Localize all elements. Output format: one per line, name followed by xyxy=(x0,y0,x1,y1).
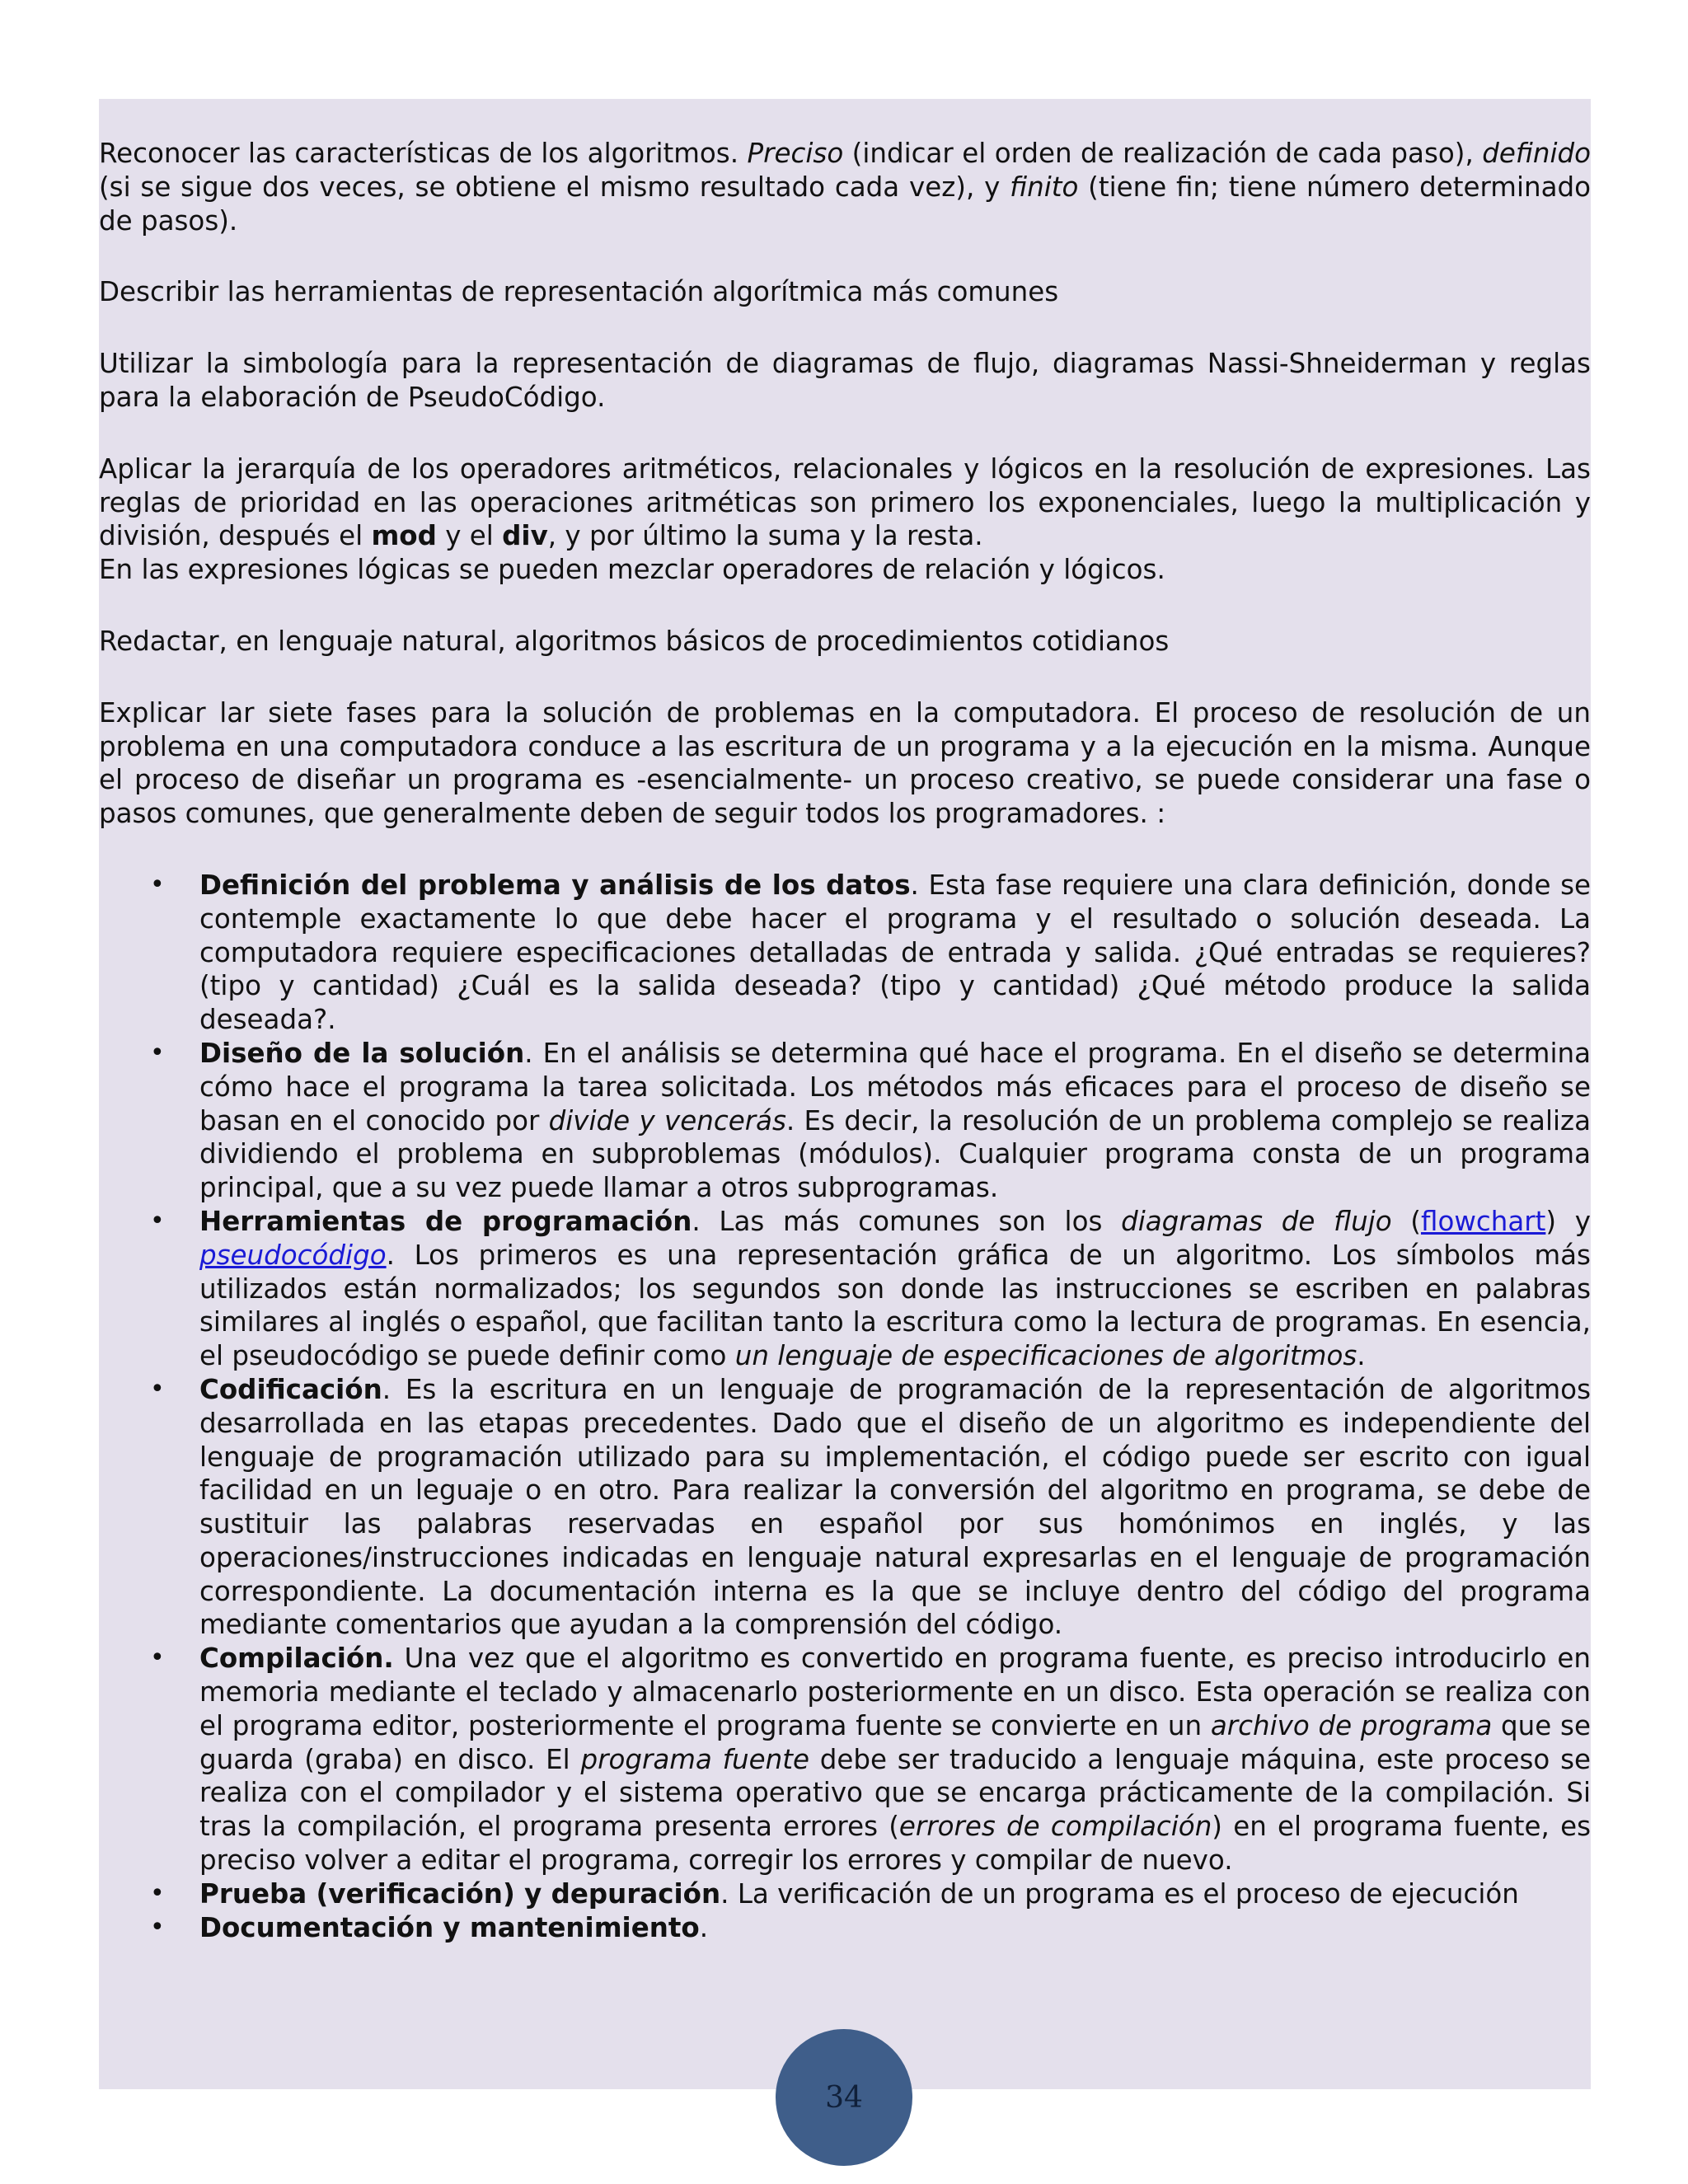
phase-title: Diseño de la solución xyxy=(199,1037,525,1069)
paragraph-operator-hierarchy xyxy=(99,452,1591,553)
phase-text: . Las más comunes son los xyxy=(692,1205,1122,1237)
paragraph-representation-tools: Describir las herramientas de representación algorítmica más comunes xyxy=(99,276,1059,308)
bullet-icon: • xyxy=(150,1643,165,1673)
phase-title: Codificación xyxy=(199,1373,382,1405)
phase-text: ( xyxy=(1391,1205,1421,1237)
phase-text: ) y xyxy=(1545,1205,1592,1237)
phase-text: Una vez que el algoritmo es convertido en programa fuente, es preciso introducirlo en memoria mediante el teclado y almacenarlo posteriormente en un disco. Esta operación se realiza con el programa editor, posteriormente el programa fuente se convierte en un xyxy=(199,1643,1591,1741)
paragraph-symbology: Utilizar la simbología para la representación de diagramas de flujo, diagramas Nassi-Shneiderman y reglas para la elaboración de PseudoCódigo. xyxy=(99,348,1591,413)
link-flowchart[interactable]: flowchart xyxy=(1420,1205,1546,1237)
text: Reconocer las características de los algoritmos. xyxy=(99,138,748,169)
bullet-icon: • xyxy=(150,1374,165,1404)
list-item-prueba xyxy=(99,1877,1591,1911)
phase-title: Prueba (verificación) y depuración xyxy=(199,1877,721,1910)
phase-text: . Esta fase requiere una clara definición, donde se contemple exactamente lo que debe hacer el programa y el resultado o solución deseada. La computadora requiere especificaciones detalladas de entrada y salida. ¿Qué entradas se requieres? (tipo y cantidad) ¿Cuál es la salida deseada? (tipo y cantidad) ¿Qué método produce la salida deseada?. xyxy=(199,869,1592,1036)
phase-text: . xyxy=(699,1911,709,1943)
paragraph-algorithm-characteristics xyxy=(99,137,1591,237)
bullet-icon: • xyxy=(150,1912,165,1942)
phase-text: . Los primeros es una representación gráfica de un algoritmo. Los símbolos más utilizados están normalizados; los segundos son donde las instrucciones se escriben en palabras similares al inglés o español, que facilitan tanto la escritura como la lectura de programas. En esencia, el pseudocódigo se puede definir como xyxy=(199,1239,1591,1372)
phase-text: . xyxy=(1357,1340,1366,1372)
list-item-herramientas xyxy=(99,1205,1591,1373)
phase-text: ) en el programa fuente, es preciso volver a editar el programa, corregir los errores y compilar de nuevo. xyxy=(199,1811,1592,1877)
term-programa-fuente: programa fuente xyxy=(580,1743,809,1775)
link-pseudocodigo[interactable] xyxy=(199,1240,387,1271)
text: (si se sigue dos veces, se obtiene el mismo resultado cada vez), y xyxy=(99,171,1010,203)
term-finito: finito xyxy=(1010,171,1079,203)
page-number-badge xyxy=(776,2029,912,2166)
text: , y por último la suma y la resta. xyxy=(547,520,983,552)
phase-text: que se guarda (graba) en disco. El xyxy=(199,1709,1591,1775)
phase-text: . Es la escritura en un lenguaje de programación de la representación de algoritmos desarrollada en las etapas precedentes. Dado que el diseño de un algoritmo es independiente del lenguaje de programación utilizado para su implementación, el código puede ser escrito con igual facilidad en un leguaje o en otro. Para realizar la conversión del algoritmo en programa, se debe de sustituir las palabras reservadas en español por sus homónimos en inglés, y las operaciones/instrucciones indicadas en lenguaje natural expresarlas en el lenguaje de programación correspondiente. La documentación interna es la que se incluye dentro del código del programa mediante comentarios que ayudan a la comprensión del código. xyxy=(199,1373,1591,1641)
term-div: div xyxy=(502,520,548,552)
term-mod: mod xyxy=(371,520,437,552)
link-pseudocodigo-label: pseudocódigo xyxy=(199,1239,387,1271)
paragraph-logical-expressions: En las expresiones lógicas se pueden mezclar operadores de relación y lógicos. xyxy=(99,554,1165,586)
list-item-definicion xyxy=(99,869,1591,1037)
phase-text: debe ser traducido a lenguaje máquina, este proceso se realiza con el compilador y el sistema operativo que se encarga prácticamente de la compilación. Si tras la compilación, el programa presenta errores ( xyxy=(199,1743,1591,1843)
paragraph-natural-language: Redactar, en lenguaje natural, algoritmos básicos de procedimientos cotidianos xyxy=(99,625,1170,657)
page-number: 34 xyxy=(825,2080,863,2115)
paragraph-seven-phases: Explicar lar siete fases para la solución de problemas en la computadora. El proceso de resolución de un problema en una computadora conduce a las escritura de un programa y a la ejecución en la misma. Aunque el proceso de diseñar un programa es -esencialmente- un proceso creativo, se puede considerar una fase o pasos comunes, que generalmente deben de seguir todos los programadores. : xyxy=(99,696,1591,830)
term-divide-venceras: divide y vencerás xyxy=(548,1104,786,1137)
bullet-icon: • xyxy=(150,1038,165,1067)
phases-list xyxy=(99,869,1591,1945)
term-archivo-programa: archivo de programa xyxy=(1210,1709,1493,1741)
text: (indicar el orden de realización de cada paso), xyxy=(843,138,1483,169)
text: Aplicar la jerarquía de los operadores aritméticos, relacionales y lógicos en la resolución de expresiones. Las reglas de prioridad en las operaciones aritméticas son primero los exponenciales, luego la multiplicación y división, después el xyxy=(99,452,1591,552)
bullet-icon: • xyxy=(150,1206,165,1235)
list-item-compilacion xyxy=(99,1642,1591,1877)
text: y el xyxy=(436,520,503,552)
document-body xyxy=(99,137,1591,1944)
text: (tiene fin; tiene número determinado de pasos). xyxy=(99,171,1591,237)
term-preciso: Preciso xyxy=(747,138,844,169)
phase-text: . En el análisis se determina qué hace el programa. En el diseño se determina cómo hace el programa la tarea solicitada. Los métodos más eficaces para el proceso de diseño se basan en el conocido por xyxy=(199,1037,1591,1137)
phase-text: . Es decir, la resolución de un problema complejo se realiza dividiendo el problema en subproblemas (módulos). Cualquier programa consta de un programa principal, que a su vez puede llamar a otros subprogramas. xyxy=(199,1104,1592,1204)
phase-text: . La verificación de un programa es el proceso de ejecución xyxy=(720,1877,1519,1910)
term-errores-compilacion: errores de compilación xyxy=(898,1811,1212,1843)
phase-title: Documentación y mantenimiento xyxy=(199,1911,700,1943)
phase-title: Definición del problema y análisis de los datos xyxy=(199,869,911,901)
list-item-documentacion xyxy=(99,1911,1591,1945)
bullet-icon: • xyxy=(150,869,165,899)
term-lenguaje-especificaciones: un lenguaje de especificaciones de algoritmos xyxy=(734,1340,1357,1372)
list-item-diseno xyxy=(99,1037,1591,1205)
list-item-codificacion xyxy=(99,1373,1591,1642)
phase-title: Compilación. xyxy=(199,1643,394,1675)
phase-title: Herramientas de programación xyxy=(199,1205,692,1237)
bullet-icon: • xyxy=(150,1878,165,1908)
term-definido: definido xyxy=(1482,138,1591,169)
term-diagramas-flujo: diagramas de flujo xyxy=(1121,1205,1392,1237)
